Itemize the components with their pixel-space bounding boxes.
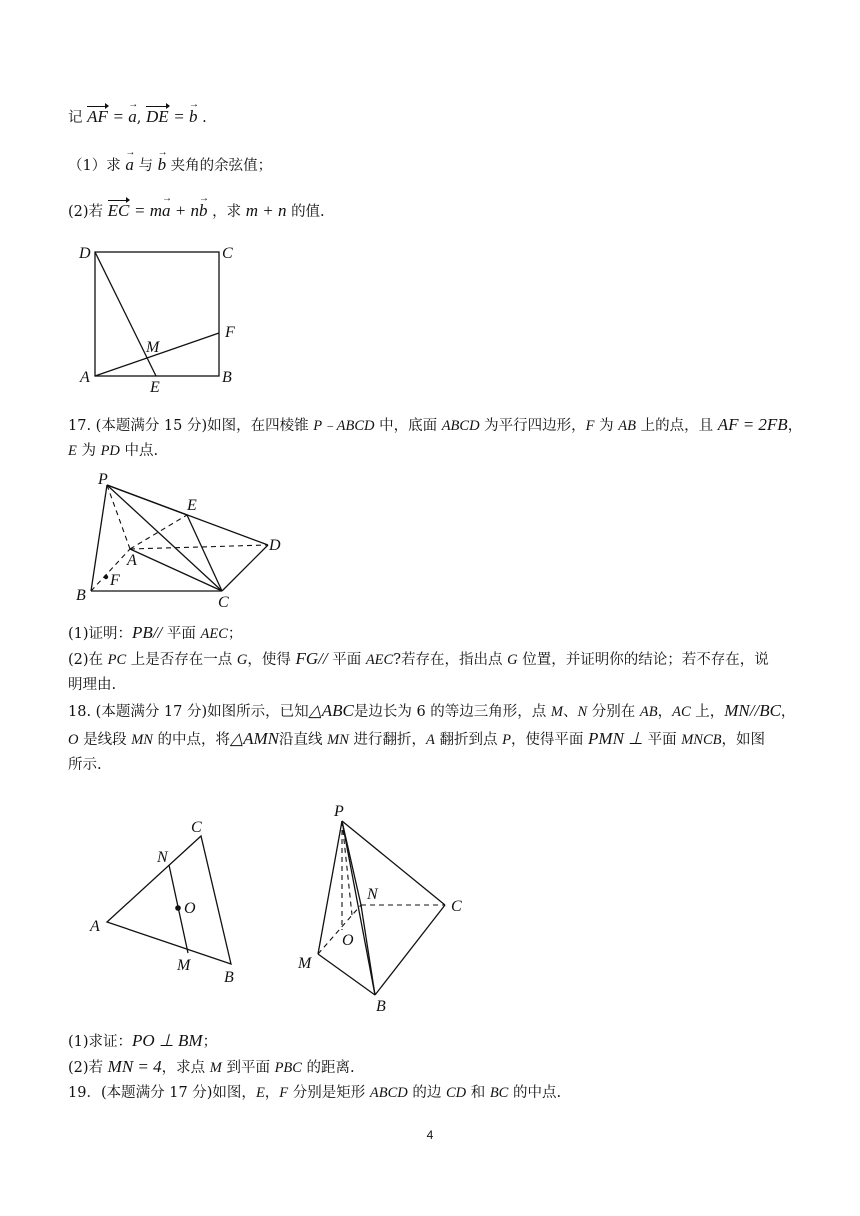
text: = m: [134, 201, 162, 220]
vector-af: AF: [87, 104, 108, 128]
text: 、: [563, 704, 578, 720]
text: 为平行四边形，: [479, 418, 586, 434]
label-b: B: [76, 587, 86, 604]
text: =: [173, 107, 189, 126]
label-e: E: [187, 497, 197, 514]
expression: PMN ⊥: [588, 729, 643, 748]
label-d: D: [269, 537, 281, 554]
label-p: P: [98, 471, 108, 488]
question-18-part-2: [68, 1056, 355, 1079]
text: 分别在: [587, 704, 640, 720]
text: (2)在: [68, 652, 108, 668]
text: =: [112, 107, 129, 126]
text: 18. (本题满分 17 分)如图所示，已知: [68, 704, 309, 720]
text: 的中点，将: [152, 732, 231, 748]
text: PD: [100, 443, 120, 459]
figure-pyramid-p-abcd: [70, 468, 300, 618]
text: 的值.: [291, 204, 325, 220]
text: 所示.: [68, 757, 102, 773]
text: (2)若: [68, 1060, 108, 1076]
text: (1)证明：: [68, 626, 133, 642]
text: 上，: [690, 704, 725, 720]
vector-de: DE: [146, 104, 169, 128]
label-n: N: [157, 849, 168, 866]
question-17-part-2-cont: [68, 674, 116, 696]
text: AEC: [200, 626, 228, 642]
label-f: F: [225, 324, 235, 341]
expression: FG//: [295, 649, 328, 668]
text: F: [585, 418, 595, 434]
text: (2)若: [68, 204, 104, 220]
text: MNCB: [681, 732, 722, 748]
text: MN: [327, 732, 349, 748]
expression: PO ⊥ BM: [132, 1031, 203, 1050]
text: 沿直线: [279, 732, 328, 748]
text: O: [68, 732, 79, 748]
text: ，: [787, 418, 803, 434]
vector-b: b →: [199, 200, 208, 222]
point-f: [104, 575, 108, 579]
text: ABCD: [369, 1085, 408, 1101]
expression: AF = 2FB: [717, 415, 788, 434]
text: BC: [489, 1085, 509, 1101]
text: 翻折到点: [434, 732, 503, 748]
question-18-line-1: [68, 700, 795, 723]
question-17-part-1: [68, 622, 242, 645]
vector-a: a →: [162, 200, 171, 222]
question-16-part-2: [68, 198, 325, 223]
vector-a: a →: [125, 154, 134, 176]
text: P: [502, 732, 511, 748]
text: 的边: [407, 1085, 446, 1101]
text: （1）求: [68, 158, 121, 174]
text: CD: [445, 1085, 467, 1101]
label-a: A: [80, 369, 90, 386]
text: 进行翻折，: [348, 732, 426, 748]
label-f: F: [110, 572, 120, 589]
figure-square-abcd: [70, 240, 260, 400]
text: F: [279, 1085, 289, 1101]
label-n: N: [367, 886, 378, 903]
question-17-line-2: [68, 440, 158, 462]
label-o: O: [342, 932, 354, 949]
label-b: B: [224, 969, 234, 986]
text: 是边长为 6 的等边三角形，点: [353, 704, 551, 720]
expression: MN = 4: [107, 1057, 162, 1076]
text: 平面: [643, 732, 682, 748]
label-d: D: [79, 245, 91, 262]
text: ；: [227, 626, 243, 642]
label-b: B: [376, 998, 386, 1015]
text: ?若存在，指出点: [393, 652, 508, 668]
expression: △AMN: [230, 729, 280, 748]
text: 上的点，且: [635, 418, 718, 434]
text: + n: [170, 201, 199, 220]
text: G: [507, 652, 518, 668]
text: (1)求证：: [68, 1034, 133, 1050]
label-m: M: [146, 339, 160, 356]
text: ，求: [212, 204, 242, 220]
text: 位置，并证明你的结论；若不存在，说: [517, 652, 769, 668]
text: 19．(本题满分 17 分)如图，: [68, 1085, 256, 1101]
figure-triangle-abc: [85, 810, 255, 990]
text: 平面: [162, 626, 201, 642]
text: 是线段: [78, 732, 132, 748]
text: 为: [76, 443, 101, 459]
text: A: [426, 732, 435, 748]
question-17-line-1: [68, 414, 802, 437]
text: ，使得平面: [510, 732, 589, 748]
label-m: M: [177, 957, 191, 974]
text: PC: [107, 652, 127, 668]
figure-folded-pyramid: [290, 795, 480, 1020]
text: 明理由.: [68, 677, 117, 693]
text: ；: [202, 1034, 218, 1050]
vector-b: b →: [189, 106, 198, 128]
text: ，使得: [247, 652, 296, 668]
text: 17. (本题满分 15 分)如图，在四棱锥: [68, 418, 314, 434]
label-p: P: [334, 803, 344, 820]
text: PBC: [274, 1060, 302, 1076]
label-b: B: [222, 369, 232, 386]
question-18-part-1: [68, 1030, 217, 1053]
text: 记: [68, 110, 83, 126]
question-18-line-3: [68, 754, 102, 776]
text: AC: [672, 704, 691, 720]
expression: PB//: [132, 623, 163, 642]
point-o: [175, 905, 181, 911]
label-a: A: [90, 918, 100, 935]
text: G: [236, 652, 248, 668]
text: E: [255, 1085, 265, 1101]
vector-b: b →: [158, 154, 167, 176]
question-19: [68, 1082, 561, 1104]
label-a: A: [127, 552, 137, 569]
text: 到平面: [221, 1060, 275, 1076]
vector-definition-line: [68, 104, 207, 129]
text: ，: [780, 704, 796, 720]
expression: △ABC: [308, 701, 354, 720]
label-o: O: [184, 900, 196, 917]
text: N: [577, 704, 588, 720]
text: 平面: [327, 652, 366, 668]
text: 和: [466, 1085, 490, 1101]
vector-ec: EC: [108, 198, 130, 222]
label-c: C: [451, 898, 462, 915]
expression: MN//BC: [724, 701, 781, 720]
text: 中，底面: [374, 418, 442, 434]
square-outline: [95, 252, 219, 376]
text: 上是否存在一点: [126, 652, 237, 668]
text: 为: [594, 418, 619, 434]
text: MN: [131, 732, 153, 748]
expression: m + n: [245, 201, 287, 220]
text: 的中点.: [508, 1085, 562, 1101]
text: 中点.: [119, 443, 159, 459]
text: AB: [639, 704, 658, 720]
text: 分别是矩形: [288, 1085, 370, 1101]
label-c: C: [222, 245, 233, 262]
text: AEC: [365, 652, 394, 668]
text: ,: [136, 110, 142, 126]
text: ，: [264, 1085, 280, 1101]
text: 与: [138, 158, 153, 174]
text: 夹角的余弦值；: [170, 158, 273, 174]
text: ABCD: [441, 418, 480, 434]
text: 的距离.: [301, 1060, 355, 1076]
text: M: [550, 704, 563, 720]
label-c: C: [191, 819, 202, 836]
text: M: [209, 1060, 222, 1076]
label-c: C: [218, 594, 229, 611]
text: AB: [618, 418, 636, 434]
text: .: [202, 110, 207, 126]
label-m: M: [298, 955, 312, 972]
question-17-part-2: [68, 648, 769, 671]
question-16-part-1: [68, 154, 272, 177]
text: ，求点: [161, 1060, 210, 1076]
question-18-line-2: [68, 728, 765, 751]
text: E: [68, 443, 77, 459]
text: ，如图: [721, 732, 765, 748]
text: P﹣ABCD: [313, 418, 375, 434]
page-number: 4: [426, 1128, 434, 1142]
text: ，: [657, 704, 673, 720]
vector-a: a →: [128, 106, 137, 128]
label-e: E: [150, 379, 160, 396]
